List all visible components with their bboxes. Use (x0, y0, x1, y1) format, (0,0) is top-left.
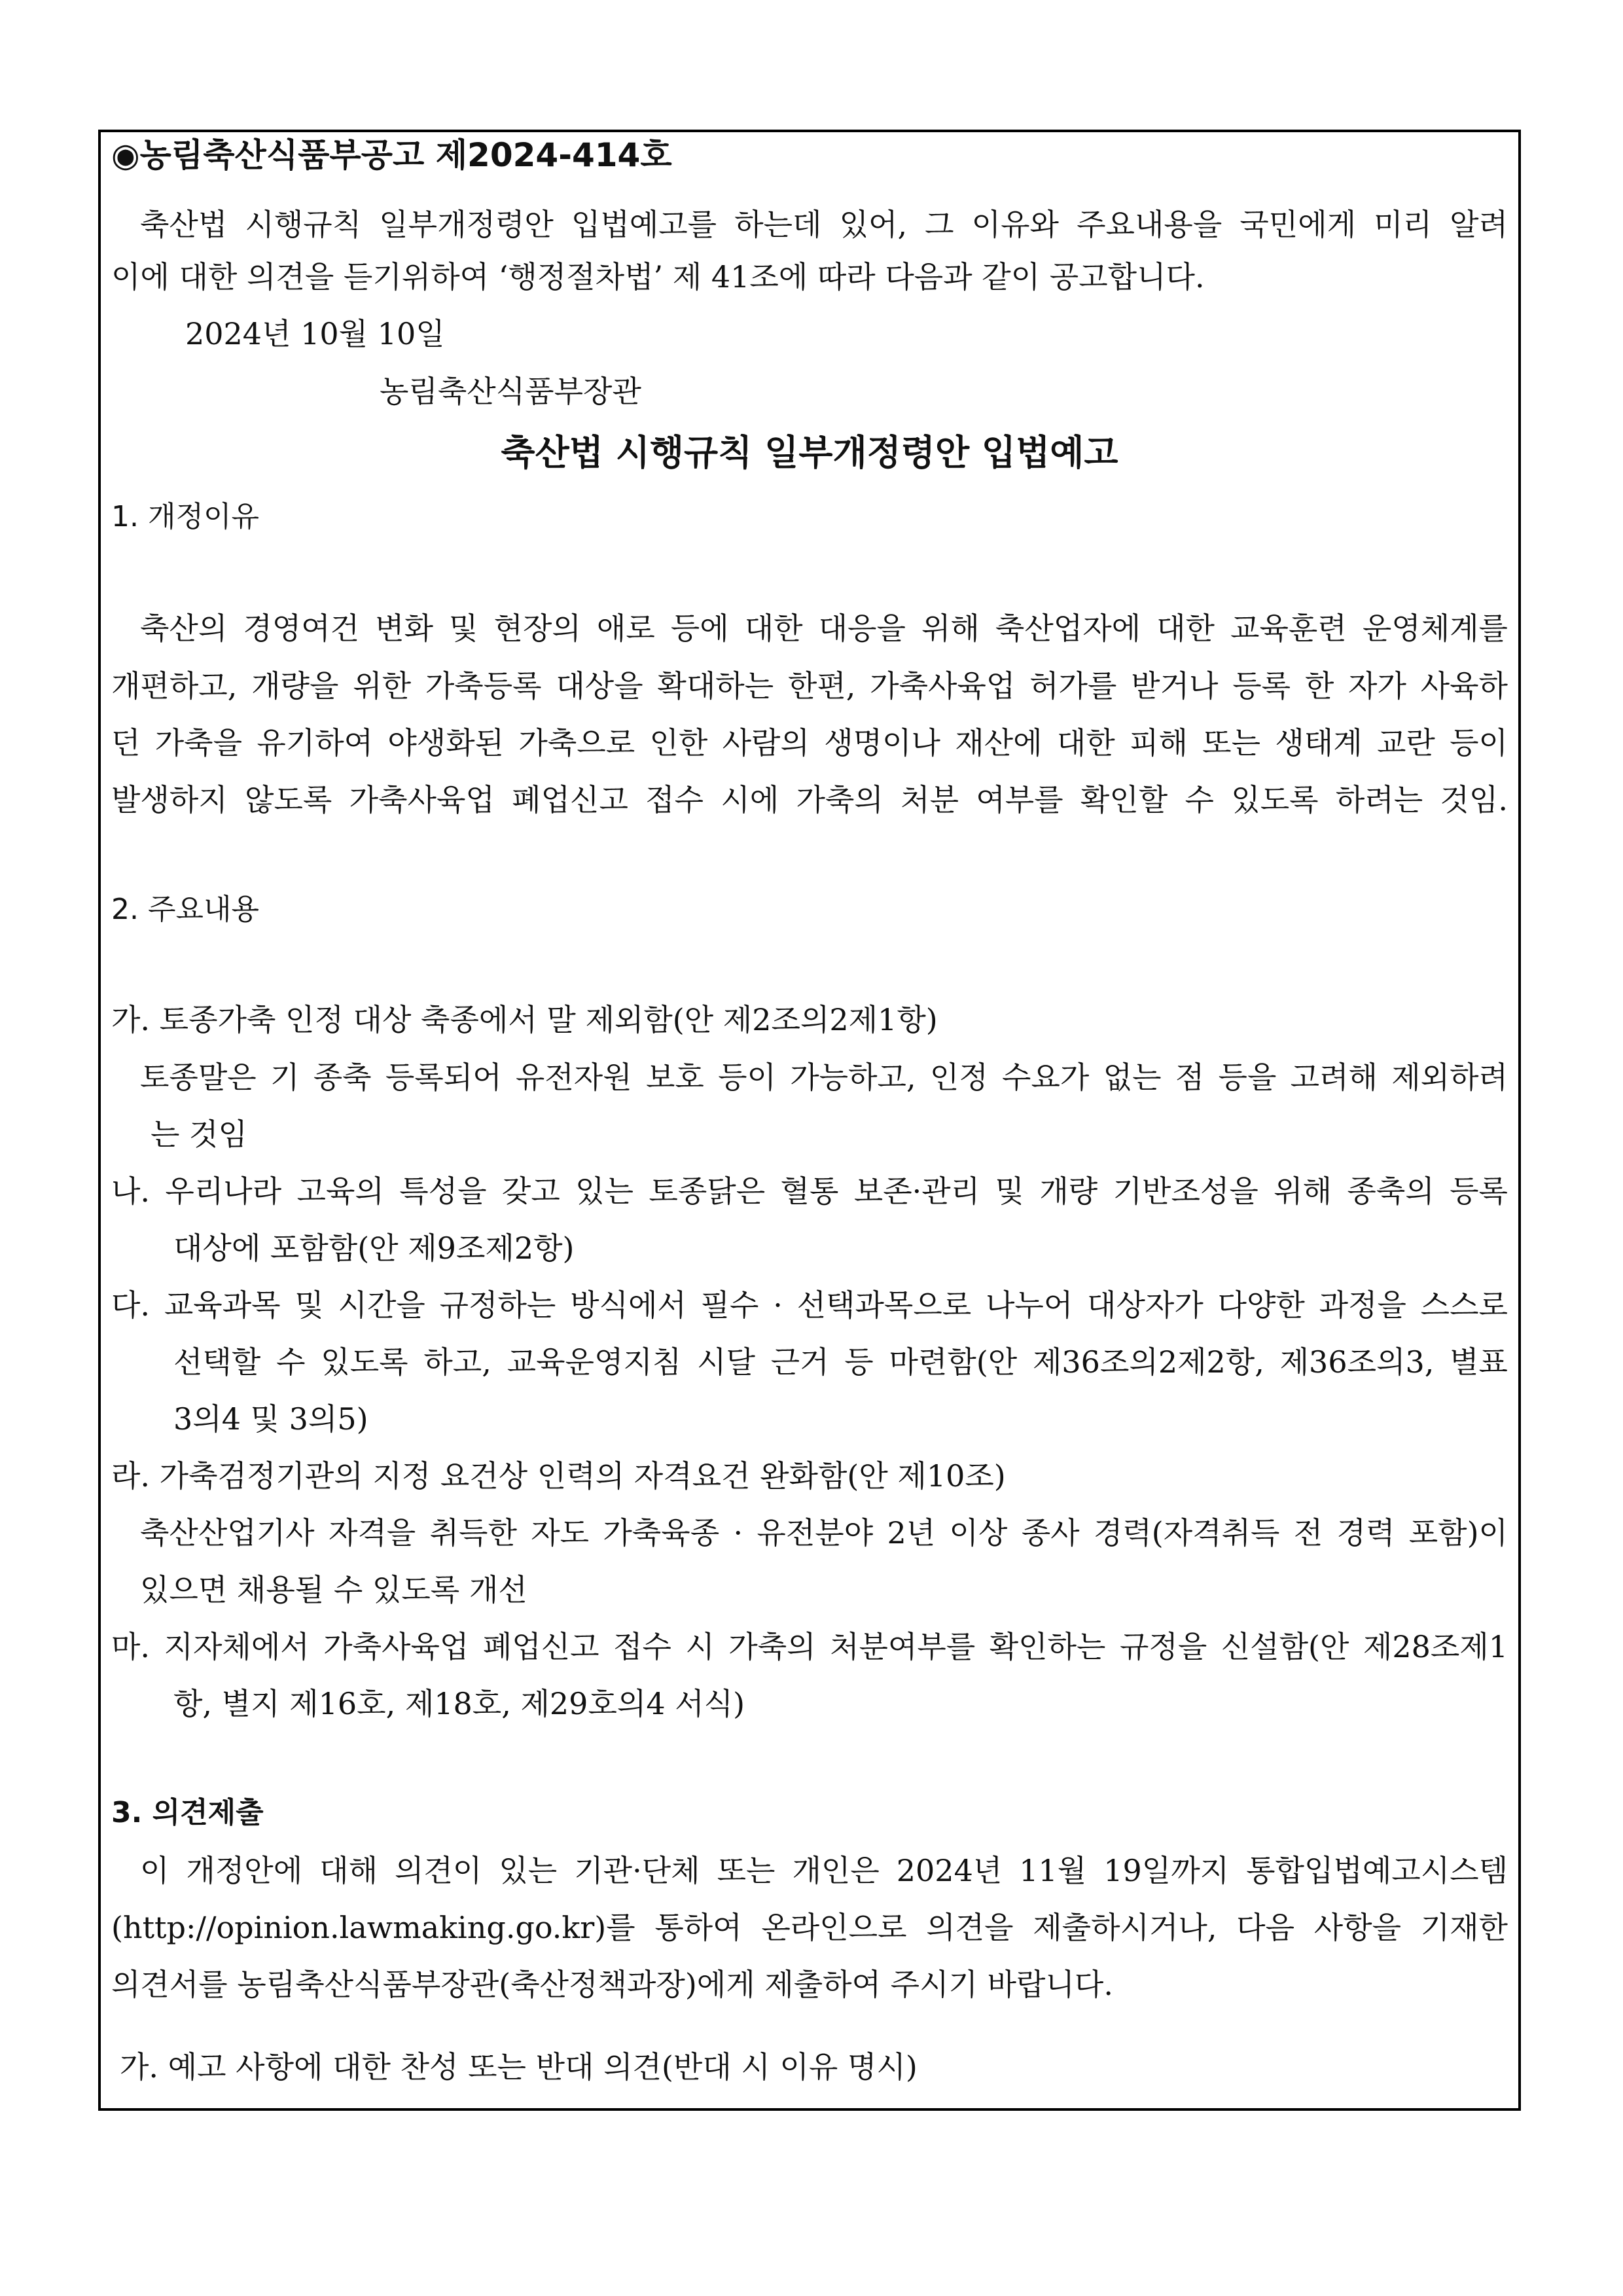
item-ra-line: 있으면 채용될 수 있도록 개선 (140, 1572, 527, 1607)
item-na-line: 나. 우리나라 고육의 특성을 갖고 있는 토종닭은 혈통 보존·관리 및 개량 기반조성을 위해 종축의 등록 (111, 1174, 1508, 1209)
notice-number: ◉농림축산식품부공고 제2024-414호 (111, 136, 672, 174)
intro-line-1: 축산법 시행규칙 일부개정령안 입법예고를 하는데 있어, 그 이유와 주요내용을 국민에게 미리 알려 (140, 207, 1508, 242)
notice-date: 2024년 10월 10일 (185, 316, 445, 351)
section-1-line: 던 가축을 유기하여 야생화된 가축으로 인한 사람의 생명이나 재산에 대한 피해 또는 생태계 교란 등이 (111, 725, 1508, 761)
item-ma-line: 항, 별지 제16호, 제18호, 제29호의4 서식) (173, 1686, 745, 1721)
item-ga-title: 가. 토종가축 인정 대상 축종에서 말 제외함(안 제2조의2제1항) (111, 1002, 938, 1037)
item-ga-line: 는 것임 (151, 1117, 247, 1152)
section-1-heading: 1. 개정이유 (111, 500, 259, 533)
section-2-heading: 2. 주요내용 (111, 893, 259, 926)
item-da-line: 다. 교육과목 및 시간을 규정하는 방식에서 필수 · 선택과목으로 나누어 대상자가 다양한 과정을 스스로 (111, 1287, 1508, 1323)
item-ma-line: 마. 지자체에서 가축사육업 폐업신고 접수 시 가축의 처분여부를 확인하는 규정을 신설함(안 제28조제1 (111, 1629, 1508, 1664)
section-3-heading: 3. 의견제출 (111, 1796, 264, 1829)
intro-line-2: 이에 대한 의견을 듣기위하여 ‘행정절차법’ 제 41조에 따라 다음과 같이 공고합니다. (111, 259, 1205, 295)
item-ga-line: 토종말은 기 종축 등록되어 유전자원 보호 등이 가능하고, 인정 수요가 없는 점 등을 고려해 제외하려 (140, 1060, 1508, 1095)
item-ra-title: 라. 가축검정기관의 지정 요건상 인력의 자격요건 완화함(안 제10조) (111, 1458, 1006, 1494)
section-3-item-ga: 가. 예고 사항에 대한 찬성 또는 반대 의견(반대 시 이유 명시) (120, 2049, 918, 2085)
notice-border (98, 130, 1521, 2111)
section-3-line: 의견서를 농림축산식품부장관(축산정책과장)에게 제출하여 주시기 바랍니다. (111, 1967, 1113, 2002)
section-3-line: 이 개정안에 대해 의견이 있는 기관·단체 또는 개인은 2024년 11월 19일까지 통합입법예고시스템 (140, 1853, 1508, 1888)
item-da-line: 3의4 및 3의5) (173, 1401, 368, 1437)
item-na-line: 대상에 포함함(안 제9조제2항) (173, 1230, 575, 1266)
item-ra-line: 축산산업기사 자격을 취득한 자도 가축육종 · 유전분야 2년 이상 종사 경력(자격취득 전 경력 포함)이 (140, 1515, 1508, 1551)
document-title: 축산법 시행규칙 일부개정령안 입법예고 (501, 432, 1118, 473)
section-3-line: (http://opinion.lawmaking.go.kr)를 통하여 온라인으로 의견을 제출하시거나, 다음 사항을 기재한 (111, 1910, 1508, 1945)
section-1-line: 축산의 경영여건 변화 및 현장의 애로 등에 대한 대응을 위해 축산업자에 대한 교육훈련 운영체계를 (140, 611, 1508, 646)
section-1-line: 개편하고, 개량을 위한 가축등록 대상을 확대하는 한편, 가축사육업 허가를 받거나 등록 한 자가 사육하 (111, 668, 1508, 704)
item-da-line: 선택할 수 있도록 하고, 교육운영지침 시달 근거 등 마련함(안 제36조의2제2항, 제36조의3, 별표 (173, 1344, 1508, 1380)
issuer: 농림축산식품부장관 (380, 374, 641, 409)
section-1-line: 발생하지 않도록 가축사육업 폐업신고 접수 시에 가축의 처분 여부를 확인할 수 있도록 하려는 것임. (111, 782, 1508, 817)
